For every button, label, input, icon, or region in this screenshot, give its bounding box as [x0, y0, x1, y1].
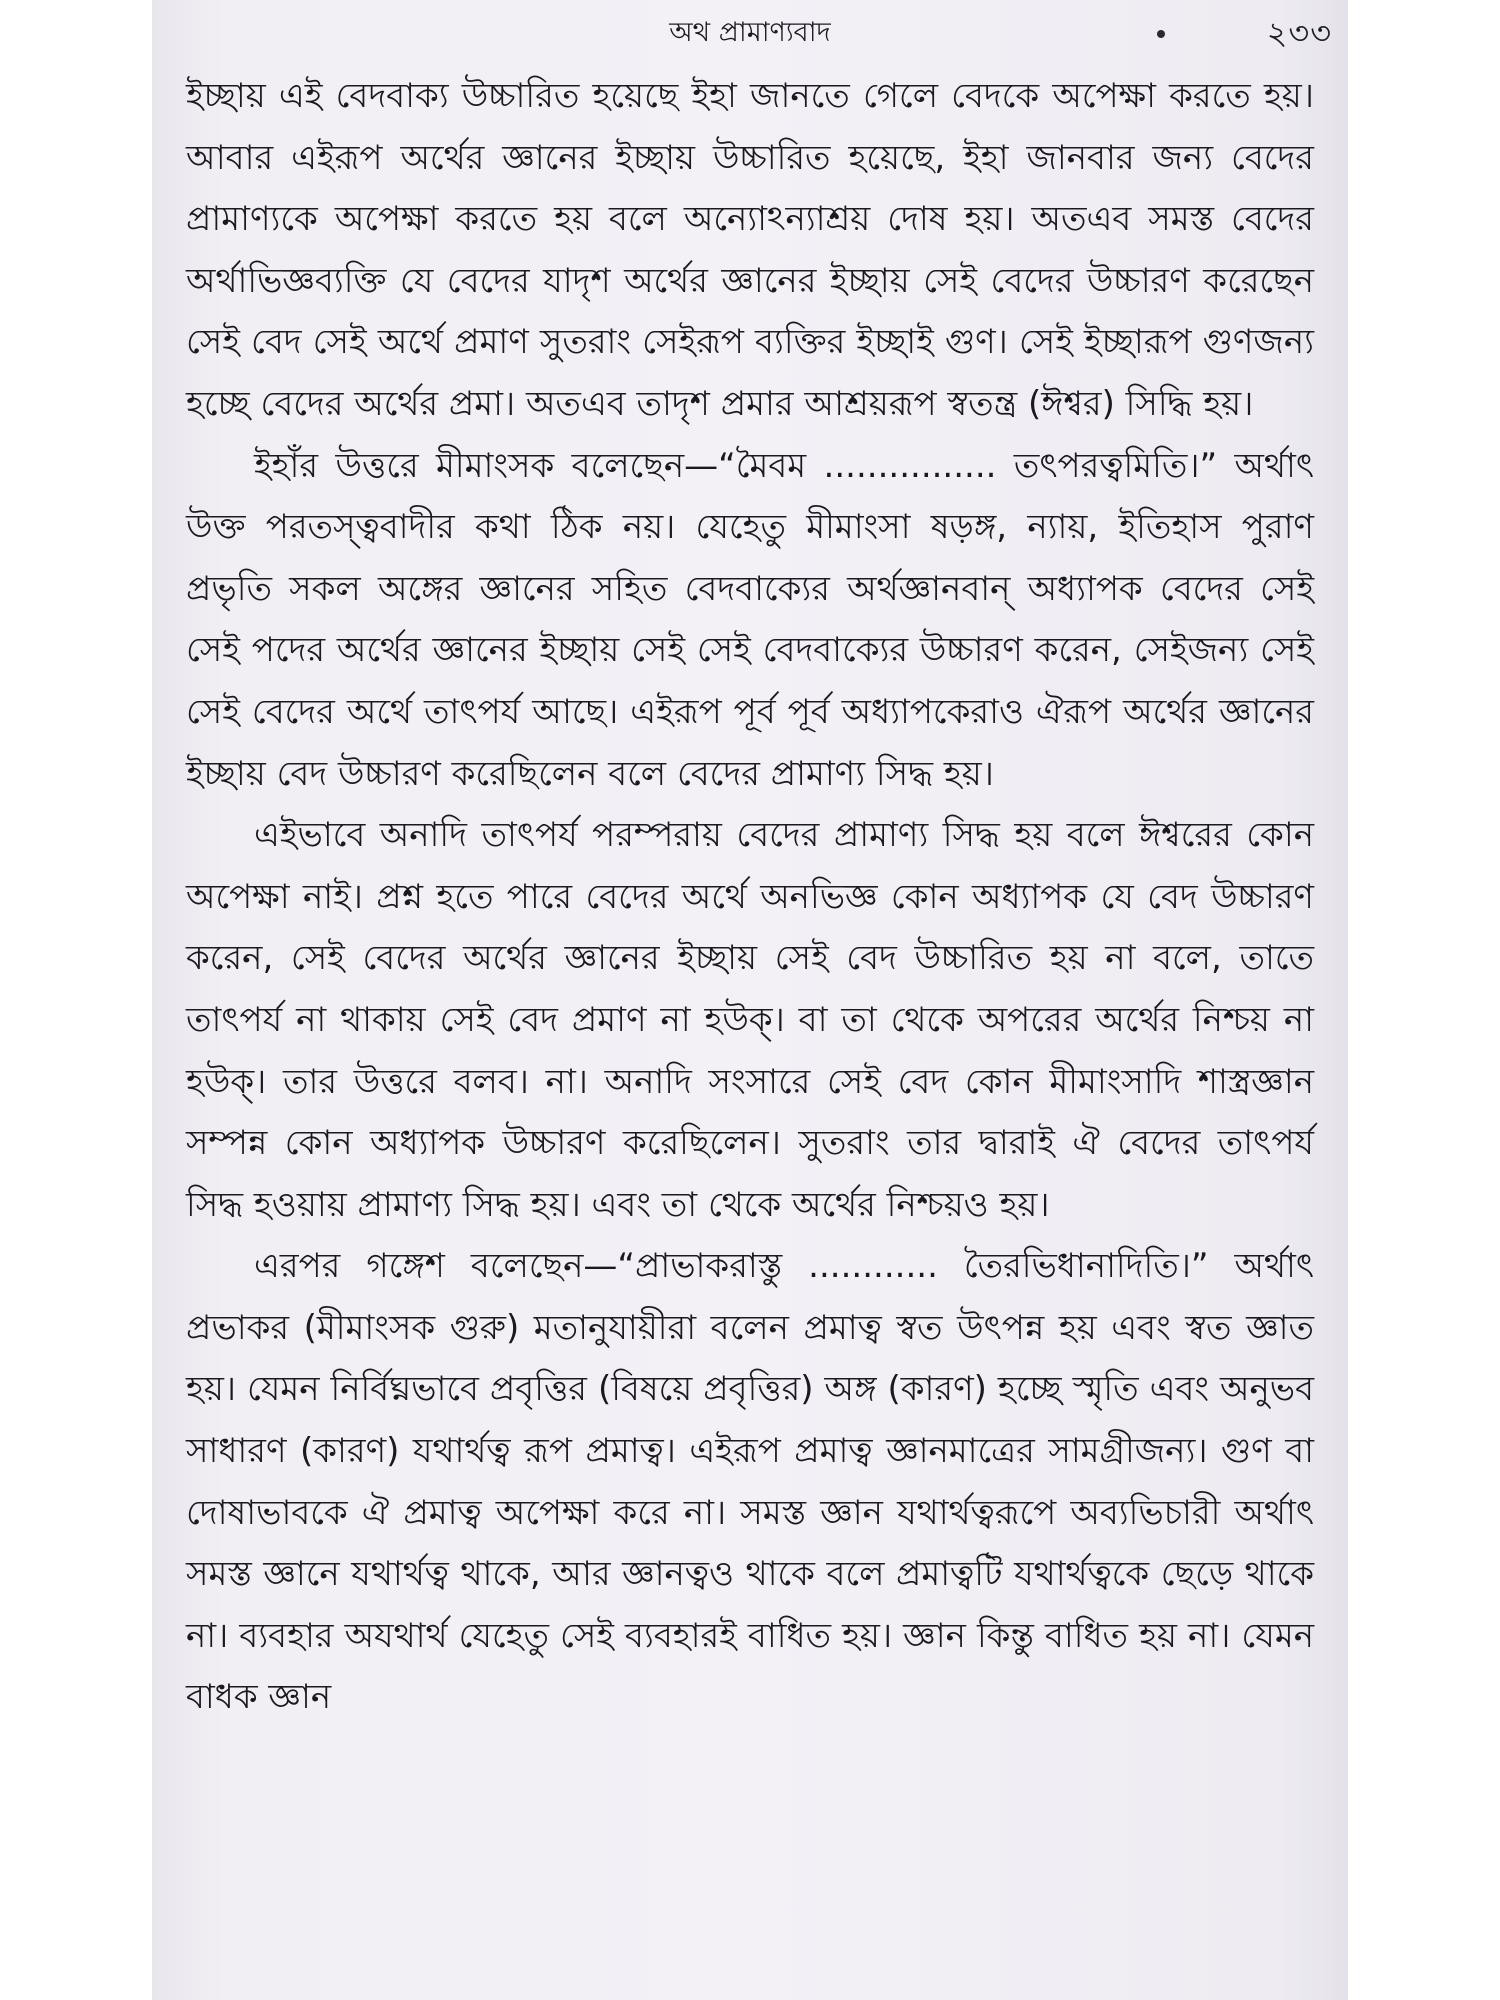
- paragraph-3: এইভাবে অনাদি তাৎপর্য পরম্পরায় বেদের প্রামাণ্য সিদ্ধ হয় বলে ঈশ্বরের কোন অপেক্ষা নাই। প্রশ্ন হতে পারে বেদের অর্থে অনভিজ্ঞ কোন অধ্যাপক যে বেদ উচ্চারণ করেন, সেই বেদের অর্থের জ্ঞানের ইচ্ছায় সেই বেদ উচ্চারিত হয় না বলে, তাতে তাৎপর্য না থাকায় সেই বেদ প্রমাণ না হউক্। বা তা থেকে অপরের অর্থের নিশ্চয় না হউক্। তার উত্তরে বলব। না। অনাদি সংসারে সেই বেদ কোন মীমাংসাদি শাস্ত্রজ্ঞান সম্পন্ন কোন অধ্যাপক উচ্চারণ করেছিলেন। সুতরাং তার দ্বারাই ঐ বেদের তাৎপর্য সিদ্ধ হওয়ায় প্রামাণ্য সিদ্ধ হয়। এবং তা থেকে অর্থের নিশ্চয়ও হয়।: [186, 815, 1314, 1225]
- page-number: ২৩৩: [1266, 14, 1332, 52]
- ink-dot: [1157, 30, 1165, 38]
- paragraph-1: ইচ্ছায় এই বেদবাক্য উচ্চারিত হয়েছে ইহা জানতে গেলে বেদকে অপেক্ষা করতে হয়। আবার এইরূপ অর্থের জ্ঞানের ইচ্ছায় উচ্চারিত হয়েছে, ইহা জানবার জন্য বেদের প্রামাণ্যকে অপেক্ষা করতে হয় বলে অন্যোঽন্যাশ্রয় দোষ হয়। অতএব সমস্ত বেদের অর্থাভিজ্ঞব্যক্তি যে বেদের যাদৃশ অর্থের জ্ঞানের ইচ্ছায় সেই বেদের উচ্চারণ করেছেন সেই বেদ সেই অর্থে প্রমাণ সুতরাং সেইরূপ ব্যক্তির ইচ্ছাই গুণ। সেই ইচ্ছারূপ গুণজন্য হচ্ছে বেদের অর্থের প্রমা। অতএব তাদৃশ প্রমার আশ্রয়রূপ স্বতন্ত্র (ঈশ্বর) সিদ্ধি হয়।: [186, 76, 1314, 424]
- running-title: অথ প্রামাণ্যবাদ: [669, 17, 831, 48]
- paragraph-4: এরপর গঙ্গেশ বলেছেন—“প্রাভাকরাস্তু ............ তৈরভিধানাদিতি।” অর্থাৎ প্রভাকর (মীমাংসক গুরু) মতানুযায়ীরা বলেন প্রমাত্ব স্বত উৎপন্ন হয় এবং স্বত জ্ঞাত হয়। যেমন নির্বিঘ্নভাবে প্রবৃত্তির (বিষয়ে প্রবৃত্তির) অঙ্গ (কারণ) হচ্ছে স্মৃতি এবং অনুভব সাধারণ (কারণ) যথার্থত্ব রূপ প্রমাত্ব। এইরূপ প্রমাত্ব জ্ঞানমাত্রের সামগ্রীজন্য। গুণ বা দোষাভাবকে ঐ প্রমাত্ব অপেক্ষা করে না। সমস্ত জ্ঞান যথার্থত্বরূপে অব্যভিচারী অর্থাৎ সমস্ত জ্ঞানে যথার্থত্ব থাকে, আর জ্ঞানত্বও থাকে বলে প্রমাত্বটি যথার্থত্বকে ছেড়ে থাকে না। ব্যবহার অযথার্থ যেহেতু সেই ব্যবহারই বাধিত হয়। জ্ঞান কিন্তু বাধিত হয় না। যেমন বাধক জ্ঞান: [186, 1246, 1314, 1718]
- running-header: [152, 6, 1348, 54]
- book-page: [152, 0, 1348, 2000]
- body-text: [186, 66, 1314, 1729]
- paragraph-2: ইহাঁর উত্তরে মীমাংসক বলেছেন—“মৈবম ................ তৎপরত্বমিতি।” অর্থাৎ উক্ত পরতস্ত্ববাদীর কথা ঠিক নয়। যেহেতু মীমাংসা ষড়ঙ্গ, ন্যায়, ইতিহাস পুরাণ প্রভৃতি সকল অঙ্গের জ্ঞানের সহিত বেদবাক্যের অর্থজ্ঞানবান্ অধ্যাপক বেদের সেই সেই পদের অর্থের জ্ঞানের ইচ্ছায় সেই সেই বেদবাক্যের উচ্চারণ করেন, সেইজন্য সেই সেই বেদের অর্থে তাৎপর্য আছে। এইরূপ পূর্ব পূর্ব অধ্যাপকেরাও ঐরূপ অর্থের জ্ঞানের ইচ্ছায় বেদ উচ্চারণ করেছিলেন বলে বেদের প্রামাণ্য সিদ্ধ হয়।: [186, 445, 1314, 794]
